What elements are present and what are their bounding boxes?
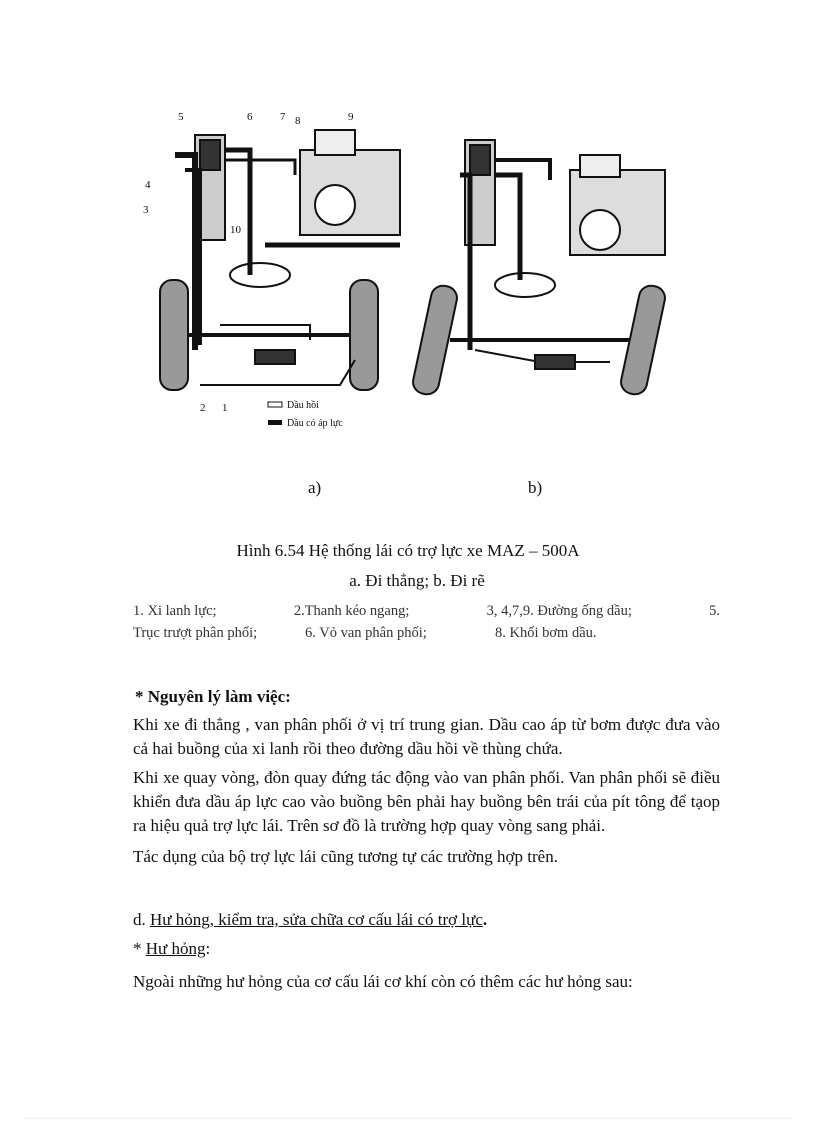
principle-paragraph-3: Tác dụng của bộ trợ lực lái cũng tương tự các trường hợp trên. [133,847,558,866]
section-d-heading [133,908,720,932]
legend-item: 1. Xi lanh lực; [133,603,217,619]
return-oil-symbol [268,402,282,407]
diagram-b [411,140,667,397]
section-prefix: d. [133,910,150,929]
footer-divider [25,1118,791,1119]
part-number: 1 [222,402,228,414]
steering-diagram [140,100,710,445]
part-number: 3 [143,204,149,216]
damage-intro: Ngoài những hư hỏng của cơ cấu lái cơ khí còn có thêm các hư hỏng sau: [133,972,633,991]
part-number: 4 [145,179,151,191]
damage-colon: : [205,939,211,958]
wheel-right-a [350,280,378,390]
section-suffix: . [482,910,488,929]
part-number: 5 [178,111,184,123]
damage-heading-text: Hư hỏng [145,939,206,958]
section-title: Hư hỏng, kiểm tra, sửa chữa cơ cấu lái có trợ lực [150,910,483,929]
legend-item: 8. Khối bơm dầu. [495,625,597,641]
part-number: 8 [295,115,301,127]
part-number: 6 [247,111,253,123]
legend-return-oil: Dầu hồi [287,400,319,411]
principle-heading: * Nguyên lý làm việc: [135,687,291,706]
diagram-a [160,130,400,390]
legend-item: 5. [709,603,720,619]
legend-row-1 [133,603,720,620]
damage-star: * [133,939,146,958]
steering-wheel-a [230,263,290,287]
pressure-oil-symbol [268,420,282,425]
wheel-left-a [160,280,188,390]
part-number: 10 [230,224,241,236]
principle-paragraph-2 [133,766,720,838]
damage-heading [133,937,720,961]
steering-wheel-b [495,273,555,297]
figure-subcaption: a. Đi thẳng; b. Đi rẽ [349,571,485,590]
legend-pressure-oil: Dầu có áp lực [287,418,343,429]
figure-caption: Hình 6.54 Hệ thống lái có trợ lực xe MAZ – 500A [236,541,580,560]
steering-diagram-figure [140,100,710,445]
paragraph-text: Khi xe quay vòng, đòn quay đứng tác động vào van phân phối. Van phân phối sẽ điều khiển đưa dầu áp lực cao vào buồng bên phải hay buồng bên trái của pít tông để tạop ra hiệu quả trợ lực lái. Trên sơ đồ là trường hợp quay vòng sang phải. [133,768,720,835]
legend-item: 6. Vỏ van phân phối; [305,625,427,641]
principle-paragraph-1 [133,713,720,761]
part-number: 7 [280,111,286,123]
paragraph-text: Khi xe đi thẳng , van phân phối ở vị trí trung gian. Dầu cao áp từ bơm được đưa vào cả hai buồng của xi lanh rồi theo đường dầu hồi về thùng chứa. [133,715,720,758]
figure-label-a: a) [308,478,322,497]
part-number: 9 [348,111,354,123]
part-number: 2 [200,402,206,414]
power-cylinder-a [255,350,295,364]
legend-item: 2.Thanh kéo ngang; [293,603,410,619]
legend-item: 3, 4,7,9. Đường ống dầu; [486,603,632,619]
figure-label-b: b) [528,478,543,497]
power-cylinder-b [535,355,575,369]
legend-row-2 [133,625,720,642]
legend-item: Trục trượt phân phối; [133,625,258,641]
